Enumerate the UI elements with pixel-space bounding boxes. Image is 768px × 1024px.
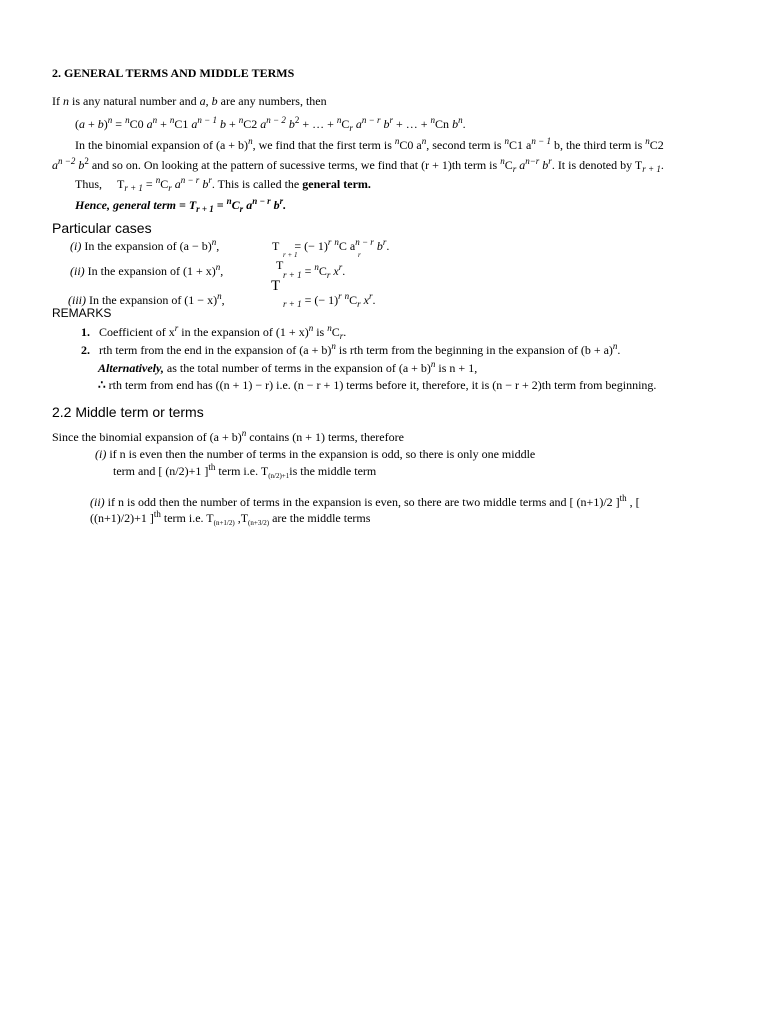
- case-2-formula: $_{r + 1} = ^nC_r$ $x^r$.: [283, 262, 346, 280]
- therefore-icon: ∴: [98, 378, 106, 392]
- general-term-definition: Thus, $T_{r + 1} = ^nC_r$ $a^{n - r}$ $b^r$. This is called the general term.: [75, 175, 371, 193]
- case-3-formula: $_{r + 1}$ = (− 1)$^r$ $^nC_r$ $x^r$.: [283, 291, 376, 309]
- intro-line: If n is any natural number and a, b are any numbers, then: [52, 94, 327, 108]
- remark-1: 1. Coefficient of $x^r$ in the expansion of $(1 + x)^n$ is $^nC_r$.: [81, 323, 347, 341]
- case-3-label: (iii) In the expansion of $(1 - x)^n$,: [68, 291, 225, 307]
- middle-terms-title: 2.2 Middle term or terms: [52, 404, 204, 420]
- remark-2: 2. rth term from the end in the expansion of $(a + b)^n$ is rth term from the beginning in the expansion of $(b + a)^n$.: [81, 341, 621, 357]
- case-1-c-subscript: r: [358, 251, 361, 259]
- case-3-T: T: [271, 278, 281, 294]
- case-2-T: T: [276, 258, 284, 272]
- middle-case-even-line2: term and [ (n/2)+1 ]$^{th}$ term i.e. $T_{(n/2)+1}is$ the middle term: [113, 462, 377, 480]
- case-2-label: (ii) In the expansion of $(1 + x)^n$,: [70, 262, 224, 278]
- general-term-formula: Hence, general term = $T_{r + 1} = ^nC_r$ $a^{n - r}$ $b^r$.: [75, 196, 287, 214]
- binomial-paragraph-line1: In the binomial expansion of $(a + b)^n$, we find that the first term is $^n$C0 $a^n$, second term is $^n$C1 $a^{n - 1}$ b, the third term is $^n$C2: [75, 136, 664, 152]
- middle-case-odd-line2: ((n+1)/2)+1 ]$^{th}$ term i.e. $T_{(n+1/2)}$ $,T_{(n+3/2)}$ are the middle terms: [90, 509, 371, 527]
- section-heading: 2. GENERAL TERMS AND MIDDLE TERMS: [52, 66, 295, 80]
- middle-case-odd-line1: (ii) if n is odd then the number of terms in the expansion is even, so there are two middle terms and [ (n+1)/2 ]$^{th}$ , [: [90, 493, 640, 509]
- remarks-title: REMARKS: [52, 306, 112, 320]
- case-1-label: (i) In the expansion of $(a - b)^n$,: [70, 237, 220, 253]
- binomial-paragraph-line2: $a^{n -2}$ $b^2$ and so on. On looking at the pattern of sucessive terms, we find that (r + 1)th term is $^nC_r$ $a^{n-r}$ $b^r$. It is denoted by $T_{r + 1}$.: [52, 156, 664, 174]
- case-1-subscript: r + 1: [283, 251, 298, 259]
- middle-terms-intro: Since the binomial expansion of $(a + b)^n$ contains (n + 1) terms, therefore: [52, 428, 404, 444]
- remark-alternative: Alternatively, as the total number of terms in the expansion of $(a + b)^n$ is n + 1,: [98, 359, 478, 375]
- remark-conclusion: ∴ rth term from end has ((n + 1) − r) i.e. (n − r + 1) terms before it, therefore, it is (n − r + 2)th term from beginning.: [98, 378, 657, 392]
- case-1-formula: T = (− 1)$^r$ $^n$C $a^{n - r}$ $b^r$.: [272, 237, 390, 253]
- binomial-expansion-formula: $(a + b)^n = ^nC0$ $a^n + ^nC1$ $a^{n - 1}$ b + $^n$C2 $a^{n - 2}$ $b^2$ + … + $^nC_r$ $a^{n - r}$ $b^r$ + … + $^n$Cn $b^n$.: [75, 115, 466, 133]
- middle-case-even-line1: (i) if n is even then the number of terms in the expansion is odd, so there is only one middle: [95, 447, 536, 461]
- particular-cases-title: Particular cases: [52, 220, 152, 236]
